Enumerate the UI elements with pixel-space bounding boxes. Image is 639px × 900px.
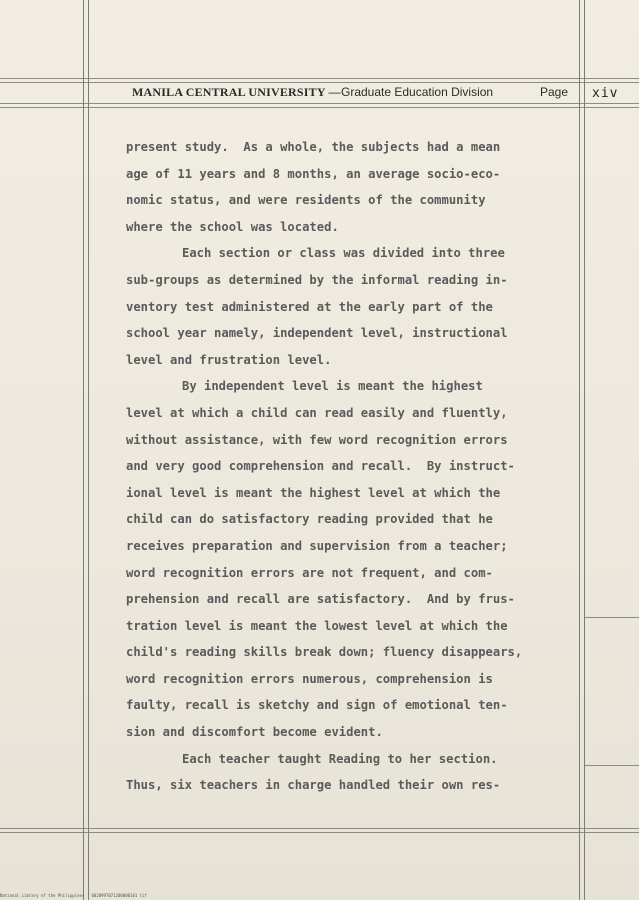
bottom-rule-inner xyxy=(0,832,639,833)
text-line: word recognition errors numerous, comprehension is xyxy=(126,671,493,686)
division-name: Graduate Education Division xyxy=(341,85,494,99)
text-line: child's reading skills break down; fluency disappears, xyxy=(126,645,523,660)
page-number: xiv xyxy=(592,86,619,101)
right-margin-line-inner xyxy=(584,0,585,900)
scan-footer: National Library of the Philippines 0020997071200000101 tif xyxy=(0,893,147,898)
page-label: Page xyxy=(540,85,569,99)
page-header xyxy=(92,84,578,104)
text-line: ventory test administered at the early part of the xyxy=(126,299,493,314)
text-line: faulty, recall is sketchy and sign of emotional ten- xyxy=(126,698,508,713)
bottom-rule xyxy=(0,828,639,829)
text-line: ional level is meant the highest level at which the xyxy=(126,485,501,500)
text-line: and very good comprehension and recall. By instruct- xyxy=(126,459,515,474)
top-rule xyxy=(0,78,639,79)
text-line: prehension and recall are satisfactory. And by frus- xyxy=(126,592,515,607)
text-line: level and frustration level. xyxy=(126,352,332,367)
text-line: word recognition errors are not frequent, and com- xyxy=(126,565,493,580)
text-line: Thus, six teachers in charge handled their own res- xyxy=(126,778,501,793)
text-line: Each section or class was divided into three xyxy=(182,246,505,261)
text-line: sub-groups as determined by the informal reading in- xyxy=(126,272,508,287)
text-line: age of 11 years and 8 months, an average socio-eco- xyxy=(126,166,501,181)
text-line: sion and discomfort become evident. xyxy=(126,725,383,740)
university-name: MANILA CENTRAL UNIVERSITY — xyxy=(132,85,341,99)
text-line: Each teacher taught Reading to her section. xyxy=(182,751,498,766)
text-line: school year namely, independent level, instructional xyxy=(126,326,508,341)
right-margin-rule-2 xyxy=(584,765,639,766)
header-rule-inner xyxy=(0,107,639,108)
text-line: nomic status, and were residents of the community xyxy=(126,193,486,208)
right-margin-line xyxy=(579,0,580,900)
left-margin-line-inner xyxy=(88,0,89,900)
text-line: level at which a child can read easily and fluently, xyxy=(126,405,508,420)
body-text xyxy=(126,134,576,799)
top-rule-inner xyxy=(0,82,639,83)
text-line: without assistance, with few word recognition errors xyxy=(126,432,508,447)
left-margin-line xyxy=(83,0,84,900)
text-line: present study. As a whole, the subjects had a mean xyxy=(126,140,501,154)
text-line: tration level is meant the lowest level at which the xyxy=(126,618,508,633)
text-line: receives preparation and supervision from a teacher; xyxy=(126,538,508,553)
text-line: where the school was located. xyxy=(126,219,339,234)
text-line: By independent level is meant the highest xyxy=(182,379,483,394)
right-margin-rule xyxy=(584,617,639,618)
text-line: child can do satisfactory reading provided that he xyxy=(126,512,493,527)
